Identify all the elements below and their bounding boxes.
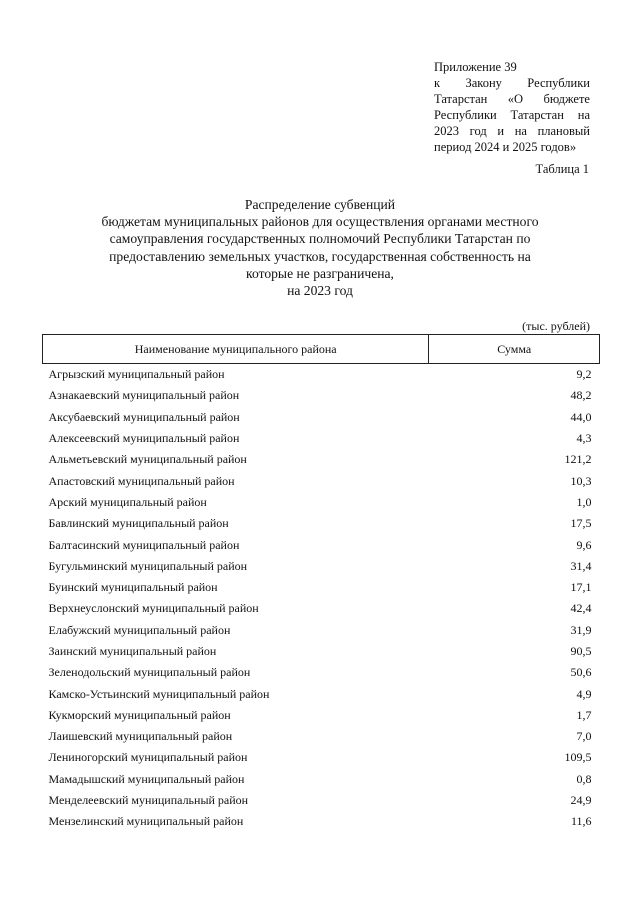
district-name-cell: Алексеевский муниципальный район [48, 431, 240, 446]
table-header-row [43, 335, 600, 364]
title-line: бюджетам муниципальных районов для осуществления органами местного [101, 214, 539, 230]
district-name-cell: Лаишевский муниципальный район [48, 729, 233, 744]
sum-cell: 48,2 [570, 388, 592, 403]
table-row [43, 662, 600, 683]
units-label: (тыс. рублей) [522, 319, 590, 333]
table-row [43, 513, 600, 534]
title-line: Распределение субвенций [244, 197, 396, 212]
appendix-line: Татарстан «О бюджете [434, 92, 590, 106]
appendix-line: период 2024 и 2025 годов» [434, 140, 577, 154]
appendix-line: Приложение 39 [434, 60, 517, 74]
table-row [43, 428, 600, 449]
sum-cell: 10,3 [570, 473, 592, 488]
sum-cell: 11,6 [570, 814, 592, 829]
sum-cell: 31,4 [570, 558, 592, 573]
district-name-cell: Буинский муниципальный район [48, 580, 218, 595]
sum-cell: 4,3 [576, 431, 592, 446]
district-name-cell: Менделеевский муниципальный район [48, 793, 249, 808]
table-row [43, 449, 600, 470]
table-body [43, 364, 600, 833]
sum-cell: 50,6 [570, 665, 592, 680]
sum-cell: 90,5 [570, 644, 592, 658]
district-name-cell: Бавлинский муниципальный район [48, 516, 229, 531]
district-name-cell: Апастовский муниципальный район [48, 473, 235, 488]
sum-cell: 1,0 [576, 494, 592, 509]
district-name-cell: Зеленодольский муниципальный район [48, 665, 251, 680]
sum-cell: 31,9 [570, 622, 592, 637]
district-name-cell: Агрызский муниципальный район [48, 367, 225, 382]
table-row [43, 790, 600, 811]
title-line: которые не разграничена, [246, 265, 394, 281]
district-name-cell: Лениногорский муниципальный район [48, 750, 248, 765]
table-row [43, 598, 600, 619]
district-name-cell: Елабужский муниципальный район [48, 622, 231, 637]
table-row [43, 683, 600, 704]
table-row [43, 641, 600, 662]
sum-cell: 44,0 [570, 409, 592, 424]
sum-cell: 9,2 [576, 367, 592, 382]
table-row [43, 534, 600, 555]
sum-cell: 17,5 [570, 516, 592, 531]
table-row [43, 470, 600, 491]
district-name-cell: Кукморский муниципальный район [48, 707, 231, 722]
appendix-line: 2023 год и на плановый [434, 124, 590, 138]
district-name-cell: Альметьевский муниципальный район [48, 452, 247, 467]
sum-cell: 109,5 [564, 750, 592, 765]
district-name-cell: Камско-Устьинский муниципальный район [48, 686, 270, 701]
appendix-line: Республики Татарстан на [434, 108, 590, 122]
district-name-cell: Бугульминский муниципальный район [48, 558, 248, 573]
table-row [43, 705, 600, 726]
district-name-cell: Азнакаевский муниципальный район [48, 388, 240, 403]
sum-cell: 1,7 [576, 707, 592, 722]
table-row [43, 726, 600, 747]
table-row [43, 492, 600, 513]
district-name-cell: Мамадышский муниципальный район [48, 771, 245, 786]
district-name-cell: Мензелинский муниципальный район [48, 814, 244, 829]
district-name-cell: Арский муниципальный район [48, 494, 207, 509]
table-row [43, 769, 600, 790]
sum-cell: 42,4 [570, 601, 592, 616]
title-line: самоуправления государственных полномочий Республики Татарстан по [109, 231, 531, 247]
district-name-cell: Заинский муниципальный район [48, 644, 217, 658]
district-name-cell: Балтасинский муниципальный район [48, 537, 240, 552]
table-row [43, 364, 600, 386]
table-row [43, 811, 600, 832]
appendix-line: к Закону Республики [434, 76, 590, 90]
sum-cell: 121,2 [564, 452, 592, 467]
table-row [43, 620, 600, 641]
sum-cell: 9,6 [576, 537, 592, 552]
sum-cell: 7,0 [576, 729, 592, 744]
table-row [43, 556, 600, 577]
document-title [60, 196, 580, 299]
sum-cell: 0,8 [576, 771, 592, 786]
title-line: предоставлению земельных участков, государственная собственность на [109, 248, 531, 264]
table-row [43, 385, 600, 406]
subventions-table [42, 334, 600, 833]
appendix-note [434, 59, 590, 155]
sum-cell: 17,1 [570, 580, 592, 595]
title-line: на 2023 год [287, 283, 353, 299]
sum-cell: 4,9 [576, 686, 592, 701]
table-row [43, 577, 600, 598]
table-label: Таблица 1 [535, 162, 589, 176]
header-district-name: Наименование муниципального района [43, 335, 429, 364]
district-name-cell: Аксубаевский муниципальный район [48, 409, 240, 424]
table-row [43, 407, 600, 428]
header-sum: Сумма [429, 335, 600, 364]
sum-cell: 24,9 [570, 793, 592, 808]
table-row [43, 747, 600, 768]
district-name-cell: Верхнеуслонский муниципальный район [48, 601, 259, 616]
